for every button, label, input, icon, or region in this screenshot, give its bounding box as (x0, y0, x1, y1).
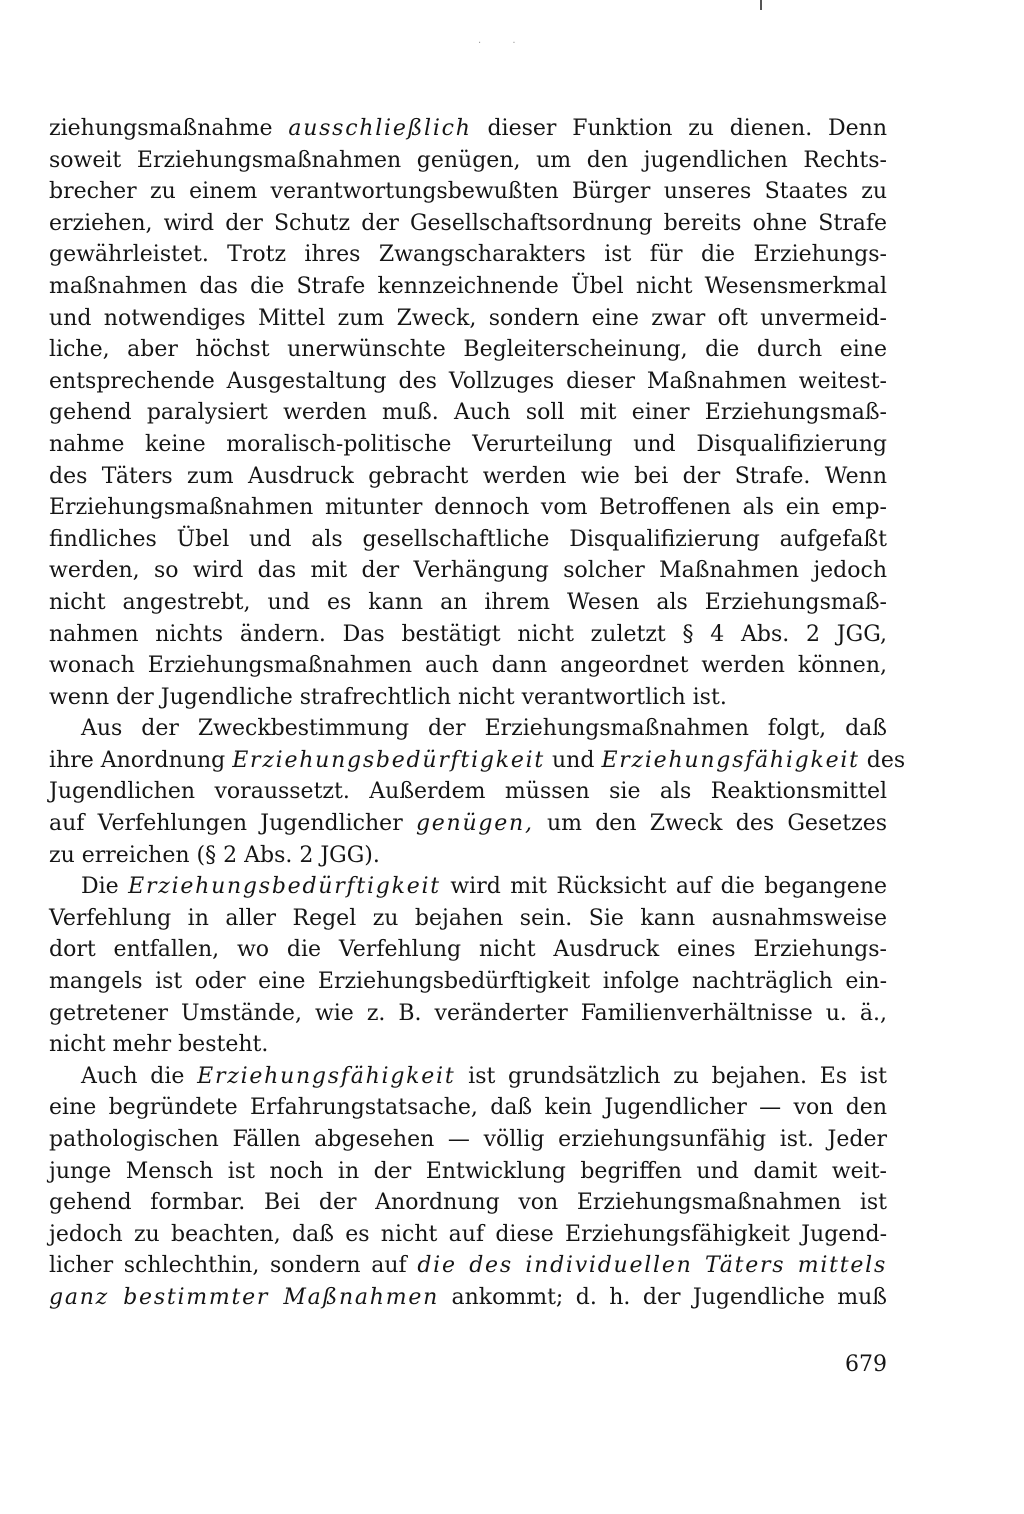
text-run: gehend formbar. Bei der Anordnung von Erziehungsmaßnahmen ist (49, 1190, 887, 1216)
text-line (49, 555, 887, 587)
text-run: gehend paralysiert werden muß. Auch soll mit einer Erziehungsmaß- (49, 400, 887, 426)
text-line (49, 1282, 887, 1314)
text-run: Auch die (81, 1063, 198, 1089)
emphasized-text: die des individuellen Täters mittels (417, 1253, 888, 1279)
text-run: dieser Funktion zu dienen. Denn (471, 116, 887, 141)
emphasized-text: ausschließlich (288, 116, 472, 141)
text-line (49, 429, 887, 461)
page-number: 679 (845, 1352, 887, 1377)
text-line (49, 840, 887, 872)
text-run: und (545, 747, 602, 773)
text-run: Aus der Zweckbestimmung der Erziehungsmaßnahmen folgt, daß (81, 716, 887, 742)
text-run: des (859, 747, 906, 773)
text-line (49, 1029, 887, 1061)
text-line (49, 366, 887, 398)
emphasized-text: Erziehungsbedürftigkeit (128, 874, 441, 900)
text-run: nahmen nichts ändern. Das bestätigt nicht zuletzt § 4 Abs. 2 JGG, (49, 621, 887, 647)
text-run: pathologischen Fällen abgesehen — völlig erziehungsunfähig ist. Jeder (49, 1127, 887, 1152)
body-text (49, 113, 906, 1314)
text-run: und notwendiges Mittel zum Zweck, sondern eine zwar oft unvermeid- (49, 305, 887, 331)
text-line (49, 1219, 887, 1251)
text-line (49, 776, 887, 808)
text-line (49, 524, 887, 556)
text-run: mangels ist oder eine Erziehungsbedürftigkeit infolge nachträglich ein- (49, 969, 887, 995)
text-run: ankommt; d. h. der Jugendliche muß (439, 1284, 887, 1310)
text-run: erziehen, wird der Schutz der Gesellschaftsordnung bereits ohne Strafe (49, 210, 887, 236)
text-run: Verfehlung in aller Regel zu bejahen sein. Sie kann ausnahmsweise (49, 905, 887, 931)
text-line (49, 713, 887, 745)
text-run: gewährleistet. Trotz ihres Zwangscharakters ist für die Erziehungs- (49, 242, 887, 268)
text-line (49, 871, 887, 903)
text-line (49, 303, 887, 335)
text-run: liche, aber höchst unerwünschte Begleiterscheinung, die durch eine (49, 337, 887, 363)
scan-mark (760, 0, 762, 10)
emphasized-text: Erziehungsbedürftigkeit (232, 747, 546, 773)
text-run: Jugendlichen voraussetzt. Außerdem müssen sie als Reaktionsmittel (49, 779, 887, 805)
text-run: ist grundsätzlich zu bejahen. Es ist (455, 1063, 888, 1089)
text-run: um den Zweck des Gesetzes (533, 811, 887, 837)
text-run: ziehungsmaßnahme (49, 116, 289, 141)
text-run: licher schlechthin, sondern auf (49, 1253, 418, 1279)
text-run: brecher zu einem verantwortungsbewußten Bürger unseres Staates zu (49, 179, 887, 205)
text-line (49, 1092, 887, 1124)
text-line (49, 1187, 887, 1219)
text-line (49, 650, 887, 682)
text-run: nicht mehr besteht. (49, 1032, 269, 1058)
text-run: eine begründete Erfahrungstatsache, daß kein Jugendlicher — von den (49, 1095, 887, 1121)
text-line (49, 176, 887, 208)
text-run: nicht angestrebt, und es kann an ihrem Wesen als Erziehungsmaß- (49, 589, 887, 615)
text-run: maßnahmen das die Strafe kennzeichnende Übel nicht Wesensmerkmal (49, 273, 887, 299)
text-line (49, 619, 887, 651)
text-line (49, 334, 887, 366)
emphasized-text: Erziehungsfähigkeit (197, 1063, 456, 1089)
text-run: zu erreichen (§ 2 Abs. 2 JGG). (49, 842, 380, 868)
text-line (49, 903, 887, 935)
text-run: auf Verfehlungen Jugendlicher (49, 811, 416, 837)
text-line (49, 745, 906, 777)
text-run: getretener Umstände, wie z. B. veränderter Familienverhältnisse u. ä., (49, 1000, 887, 1026)
text-line (49, 113, 887, 145)
text-run: werden, so wird das mit der Verhängung solcher Maßnahmen jedoch (49, 558, 887, 584)
text-line (49, 934, 887, 966)
emphasized-text: genügen, (415, 811, 534, 837)
scan-specks: · · (478, 38, 530, 49)
text-line (49, 808, 887, 840)
text-run: wonach Erziehungsmaßnahmen auch dann angeordnet werden können, (49, 653, 887, 679)
text-run: junge Mensch ist noch in der Entwicklung begriffen und damit weit- (49, 1158, 887, 1184)
text-line (49, 966, 887, 998)
text-run: findliches Übel und als gesellschaftliche Disqualifizierung aufgefaßt (49, 526, 887, 552)
text-run: des Täters zum Ausdruck gebracht werden wie bei der Strafe. Wenn (49, 463, 887, 489)
text-run: jedoch zu beachten, daß es nicht auf diese Erziehungsfähigkeit Jugend- (49, 1221, 887, 1247)
text-line (49, 397, 887, 429)
text-run: nahme keine moralisch-politische Verurteilung und Disqualifizierung (49, 431, 887, 457)
text-line (49, 271, 887, 303)
text-line (49, 145, 887, 177)
text-line (49, 1250, 887, 1282)
text-run: wenn der Jugendliche strafrechtlich nicht verantwortlich ist. (49, 684, 727, 710)
text-run: soweit Erziehungsmaßnahmen genügen, um den jugendlichen Rechts- (49, 147, 887, 173)
text-line (49, 1156, 887, 1188)
text-run: Erziehungsmaßnahmen mitunter dennoch vom Betroffenen als ein emp- (49, 495, 887, 521)
text-line (49, 587, 887, 619)
text-run: wird mit Rücksicht auf die begangene (440, 874, 888, 900)
text-line (49, 208, 887, 240)
text-line (49, 998, 887, 1030)
text-line (49, 492, 887, 524)
text-line (49, 239, 887, 271)
emphasized-text: Erziehungsfähigkeit (601, 747, 860, 773)
emphasized-text: ganz bestimmter Maßnahmen (49, 1284, 440, 1310)
text-line (49, 1124, 887, 1156)
text-run: ihre Anordnung (49, 747, 233, 773)
text-run: entsprechende Ausgestaltung des Vollzuges dieser Maßnahmen weitest- (49, 368, 887, 394)
text-line (49, 1061, 887, 1093)
text-line (49, 682, 887, 714)
text-run: Die (81, 874, 129, 900)
text-run: dort entfallen, wo die Verfehlung nicht Ausdruck eines Erziehungs- (49, 937, 887, 963)
text-line (49, 461, 887, 493)
